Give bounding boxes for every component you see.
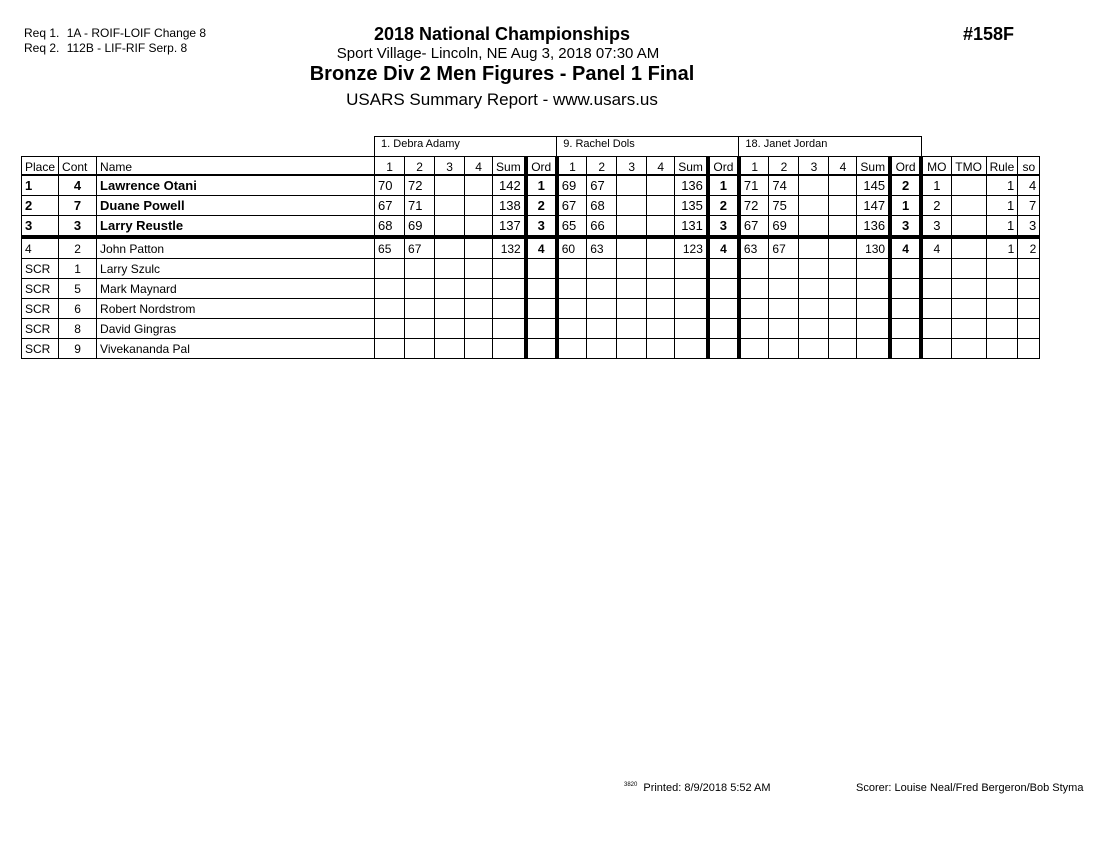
cell-ordinal <box>708 299 739 319</box>
col-header-sum: Sum <box>675 157 708 176</box>
cell-score-2 <box>769 299 799 319</box>
cell-ordinal: 2 <box>526 196 557 216</box>
cell-ordinal <box>526 299 557 319</box>
col-header-ord: Ord <box>526 157 557 176</box>
results-table <box>21 136 1040 359</box>
cell-sum <box>675 299 708 319</box>
col-header-ord: Ord <box>890 157 921 176</box>
cell-score-2: 66 <box>587 216 617 238</box>
cell-mo: 3 <box>921 216 951 238</box>
cell-sum: 142 <box>493 175 526 196</box>
cell-score-2 <box>769 339 799 359</box>
cell-ordinal <box>708 259 739 279</box>
scorer-info: Scorer: Louise Neal/Fred Bergeron/Bob Styma <box>856 782 1084 794</box>
cell-score-2 <box>405 279 435 299</box>
col-header-score-3: 3 <box>799 157 829 176</box>
table-row <box>22 319 1040 339</box>
competition-title: 2018 National Championships <box>373 24 631 44</box>
cell-ordinal <box>708 339 739 359</box>
cell-place: SCR <box>22 319 59 339</box>
cell-ordinal <box>890 279 921 299</box>
cell-rule <box>986 279 1018 299</box>
cell-score-1: 65 <box>557 216 587 238</box>
cell-rule <box>986 339 1018 359</box>
judge-1-name: 1. Debra Adamy <box>375 137 557 157</box>
cell-sum: 138 <box>493 196 526 216</box>
cell-score-2: 75 <box>769 196 799 216</box>
cell-score-3 <box>617 237 647 259</box>
cell-score-4 <box>465 339 493 359</box>
cell-score-2 <box>769 259 799 279</box>
cell-tmo <box>951 299 986 319</box>
cell-mo <box>921 319 951 339</box>
cell-score-3 <box>799 299 829 319</box>
cell-score-3 <box>435 279 465 299</box>
cell-cont: 6 <box>59 299 97 319</box>
col-header-mo: MO <box>921 157 951 176</box>
cell-score-2: 72 <box>405 175 435 196</box>
cell-tmo <box>951 175 986 196</box>
cell-tmo <box>951 259 986 279</box>
cell-name: Vivekananda Pal <box>97 339 375 359</box>
col-header-score-2: 2 <box>405 157 435 176</box>
cell-mo: 1 <box>921 175 951 196</box>
cell-so: 3 <box>1018 216 1040 238</box>
cell-tmo <box>951 196 986 216</box>
cell-score-4 <box>829 319 857 339</box>
cell-score-4 <box>829 299 857 319</box>
col-header-name: Name <box>97 157 375 176</box>
cell-score-1: 71 <box>739 175 769 196</box>
judge-header-row <box>22 137 1040 157</box>
cell-score-2: 67 <box>769 237 799 259</box>
cell-ordinal: 4 <box>526 237 557 259</box>
cell-score-3 <box>799 259 829 279</box>
cell-cont: 9 <box>59 339 97 359</box>
cell-score-1 <box>375 299 405 319</box>
cell-score-3 <box>617 279 647 299</box>
cell-ordinal <box>708 279 739 299</box>
table-row <box>22 299 1040 319</box>
judge-2-name: 9. Rachel Dols <box>557 137 739 157</box>
col-header-score-1: 1 <box>375 157 405 176</box>
event-number: #158F <box>963 24 1015 44</box>
cell-sum <box>675 339 708 359</box>
cell-score-4 <box>829 175 857 196</box>
cell-sum <box>493 259 526 279</box>
cell-sum: 136 <box>675 175 708 196</box>
col-header-so: so <box>1018 157 1040 176</box>
cell-score-2 <box>587 279 617 299</box>
cell-cont: 8 <box>59 319 97 339</box>
cell-score-3 <box>435 216 465 238</box>
col-header-score-1: 1 <box>739 157 769 176</box>
cell-ordinal <box>708 319 739 339</box>
cell-sum: 135 <box>675 196 708 216</box>
cell-score-4 <box>465 299 493 319</box>
cell-score-3 <box>617 319 647 339</box>
cell-score-2: 68 <box>587 196 617 216</box>
cell-score-3 <box>799 237 829 259</box>
cell-score-1: 60 <box>557 237 587 259</box>
cell-rule <box>986 299 1018 319</box>
cell-score-1 <box>375 279 405 299</box>
cell-score-4 <box>465 259 493 279</box>
col-header-sum: Sum <box>857 157 890 176</box>
cell-sum <box>493 319 526 339</box>
cell-score-4 <box>829 279 857 299</box>
cell-cont: 4 <box>59 175 97 196</box>
cell-score-2 <box>587 259 617 279</box>
cell-mo <box>921 339 951 359</box>
cell-score-1: 67 <box>739 216 769 238</box>
cell-name: David Gingras <box>97 319 375 339</box>
cell-score-2 <box>769 319 799 339</box>
cell-name: Lawrence Otani <box>97 175 375 196</box>
col-header-cont: Cont <box>59 157 97 176</box>
cell-place: SCR <box>22 279 59 299</box>
cell-ordinal <box>526 319 557 339</box>
cell-name: Larry Szulc <box>97 259 375 279</box>
cell-score-4 <box>647 237 675 259</box>
cell-score-4 <box>829 339 857 359</box>
cell-sum <box>493 299 526 319</box>
cell-score-2 <box>587 339 617 359</box>
cell-score-2 <box>405 339 435 359</box>
cell-score-1 <box>557 339 587 359</box>
cell-score-1 <box>375 259 405 279</box>
col-header-score-4: 4 <box>465 157 493 176</box>
cell-mo <box>921 279 951 299</box>
cell-score-3 <box>799 175 829 196</box>
report-code: 3820 <box>624 782 638 788</box>
col-header-ord: Ord <box>708 157 739 176</box>
cell-ordinal: 4 <box>708 237 739 259</box>
cell-place: 3 <box>22 216 59 238</box>
cell-name: Larry Reustle <box>97 216 375 238</box>
cell-score-3 <box>799 319 829 339</box>
requirement-label: Req 1. <box>24 26 60 40</box>
cell-so <box>1018 299 1040 319</box>
cell-score-3 <box>435 339 465 359</box>
col-header-score-3: 3 <box>617 157 647 176</box>
cell-ordinal: 3 <box>526 216 557 238</box>
cell-sum: 123 <box>675 237 708 259</box>
cell-ordinal: 1 <box>708 175 739 196</box>
cell-place: SCR <box>22 299 59 319</box>
cell-mo: 2 <box>921 196 951 216</box>
cell-score-3 <box>799 196 829 216</box>
cell-score-1: 72 <box>739 196 769 216</box>
cell-place: 2 <box>22 196 59 216</box>
cell-name: Robert Nordstrom <box>97 299 375 319</box>
cell-ordinal: 2 <box>890 175 921 196</box>
cell-sum: 137 <box>493 216 526 238</box>
cell-score-1 <box>375 319 405 339</box>
cell-rule <box>986 259 1018 279</box>
cell-score-3 <box>617 259 647 279</box>
cell-score-4 <box>647 175 675 196</box>
cell-tmo <box>951 279 986 299</box>
cell-score-2 <box>769 279 799 299</box>
column-header-row <box>22 157 1040 176</box>
cell-tmo <box>951 339 986 359</box>
requirement-value: 1A - ROIF-LOIF Change 8 <box>66 26 207 40</box>
cell-rule: 1 <box>986 237 1018 259</box>
cell-score-2 <box>405 319 435 339</box>
cell-tmo <box>951 237 986 259</box>
cell-sum <box>857 279 890 299</box>
cell-rule: 1 <box>986 216 1018 238</box>
cell-mo <box>921 299 951 319</box>
cell-score-3 <box>799 279 829 299</box>
cell-score-3 <box>435 196 465 216</box>
cell-ordinal <box>526 259 557 279</box>
cell-sum: 132 <box>493 237 526 259</box>
cell-score-1 <box>739 339 769 359</box>
cell-score-4 <box>647 196 675 216</box>
cell-place: SCR <box>22 339 59 359</box>
cell-ordinal <box>890 299 921 319</box>
event-title: Bronze Div 2 Men Figures - Panel 1 Final <box>309 63 695 85</box>
cell-score-3 <box>435 319 465 339</box>
cell-score-4 <box>647 279 675 299</box>
cell-mo: 4 <box>921 237 951 259</box>
col-header-score-3: 3 <box>435 157 465 176</box>
cell-ordinal <box>890 339 921 359</box>
cell-mo <box>921 259 951 279</box>
cell-score-1: 63 <box>739 237 769 259</box>
cell-place: 1 <box>22 175 59 196</box>
cell-score-4 <box>829 237 857 259</box>
cell-score-1: 69 <box>557 175 587 196</box>
cell-score-4 <box>465 319 493 339</box>
cell-score-1 <box>557 259 587 279</box>
cell-score-2 <box>405 299 435 319</box>
cell-score-3 <box>435 259 465 279</box>
cell-score-3 <box>617 175 647 196</box>
cell-name: John Patton <box>97 237 375 259</box>
cell-score-4 <box>647 339 675 359</box>
cell-score-4 <box>647 216 675 238</box>
cell-sum <box>857 299 890 319</box>
cell-cont: 3 <box>59 216 97 238</box>
col-header-tmo: TMO <box>951 157 986 176</box>
col-header-score-4: 4 <box>647 157 675 176</box>
col-header-rule: Rule <box>986 157 1018 176</box>
cell-score-4 <box>829 216 857 238</box>
cell-sum <box>675 319 708 339</box>
cell-cont: 2 <box>59 237 97 259</box>
cell-rule: 1 <box>986 196 1018 216</box>
cell-score-3 <box>617 339 647 359</box>
cell-so <box>1018 339 1040 359</box>
cell-score-1 <box>739 319 769 339</box>
cell-ordinal: 1 <box>890 196 921 216</box>
cell-score-1: 67 <box>557 196 587 216</box>
printed-info <box>624 782 771 794</box>
cell-score-1: 68 <box>375 216 405 238</box>
cell-so <box>1018 279 1040 299</box>
cell-score-4 <box>465 279 493 299</box>
cell-score-3 <box>617 299 647 319</box>
cell-ordinal <box>890 319 921 339</box>
table-row <box>22 259 1040 279</box>
table-row <box>22 279 1040 299</box>
cell-sum: 147 <box>857 196 890 216</box>
cell-sum <box>493 279 526 299</box>
cell-score-3 <box>435 237 465 259</box>
judge-3-name: 18. Janet Jordan <box>739 137 921 157</box>
col-header-score-2: 2 <box>769 157 799 176</box>
cell-score-3 <box>799 339 829 359</box>
cell-score-2: 67 <box>587 175 617 196</box>
cell-score-2: 69 <box>769 216 799 238</box>
cell-score-3 <box>435 299 465 319</box>
cell-score-2: 63 <box>587 237 617 259</box>
col-header-score-2: 2 <box>587 157 617 176</box>
cell-ordinal: 4 <box>890 237 921 259</box>
cell-place: 4 <box>22 237 59 259</box>
printed-timestamp: Printed: 8/9/2018 5:52 AM <box>643 782 771 794</box>
cell-sum <box>857 259 890 279</box>
cell-sum: 130 <box>857 237 890 259</box>
cell-score-1: 67 <box>375 196 405 216</box>
cell-score-4 <box>829 196 857 216</box>
cell-score-4 <box>647 299 675 319</box>
report-title: USARS Summary Report - www.usars.us <box>346 90 658 109</box>
cell-score-2: 67 <box>405 237 435 259</box>
col-header-sum: Sum <box>493 157 526 176</box>
venue-datetime: Sport Village- Lincoln, NE Aug 3, 2018 07:30 AM <box>336 45 660 62</box>
cell-score-2 <box>587 319 617 339</box>
cell-sum: 136 <box>857 216 890 238</box>
cell-sum <box>493 339 526 359</box>
col-header-score-4: 4 <box>829 157 857 176</box>
cell-score-2: 69 <box>405 216 435 238</box>
cell-score-2: 71 <box>405 196 435 216</box>
cell-ordinal: 3 <box>708 216 739 238</box>
cell-score-1 <box>739 299 769 319</box>
cell-score-1 <box>375 339 405 359</box>
cell-ordinal <box>890 259 921 279</box>
cell-score-1 <box>557 299 587 319</box>
cell-place: SCR <box>22 259 59 279</box>
table-row <box>22 237 1040 259</box>
table-row <box>22 175 1040 196</box>
cell-score-3 <box>617 216 647 238</box>
cell-score-1 <box>557 319 587 339</box>
cell-score-3 <box>435 175 465 196</box>
cell-score-3 <box>799 216 829 238</box>
cell-cont: 7 <box>59 196 97 216</box>
cell-score-1 <box>557 279 587 299</box>
cell-score-4 <box>829 259 857 279</box>
cell-cont: 5 <box>59 279 97 299</box>
requirement-label: Req 2. <box>24 41 60 55</box>
cell-ordinal <box>526 279 557 299</box>
cell-sum: 145 <box>857 175 890 196</box>
cell-name: Mark Maynard <box>97 279 375 299</box>
cell-rule: 1 <box>986 175 1018 196</box>
cell-tmo <box>951 319 986 339</box>
cell-score-1: 70 <box>375 175 405 196</box>
cell-sum <box>857 339 890 359</box>
cell-score-4 <box>465 216 493 238</box>
requirement-value: 112B - LIF-RIF Serp. 8 <box>66 41 188 55</box>
col-header-place: Place <box>22 157 59 176</box>
cell-score-1 <box>739 259 769 279</box>
cell-score-4 <box>647 259 675 279</box>
cell-score-4 <box>465 237 493 259</box>
cell-name: Duane Powell <box>97 196 375 216</box>
cell-sum <box>857 319 890 339</box>
cell-score-4 <box>465 196 493 216</box>
cell-sum <box>675 259 708 279</box>
table-row <box>22 339 1040 359</box>
cell-ordinal <box>526 339 557 359</box>
cell-score-2 <box>405 259 435 279</box>
cell-sum: 131 <box>675 216 708 238</box>
cell-score-1 <box>739 279 769 299</box>
cell-cont: 1 <box>59 259 97 279</box>
cell-so <box>1018 259 1040 279</box>
cell-ordinal: 3 <box>890 216 921 238</box>
cell-ordinal: 2 <box>708 196 739 216</box>
cell-score-2 <box>587 299 617 319</box>
table-row <box>22 216 1040 238</box>
cell-sum <box>675 279 708 299</box>
col-header-score-1: 1 <box>557 157 587 176</box>
cell-score-1: 65 <box>375 237 405 259</box>
cell-tmo <box>951 216 986 238</box>
cell-rule <box>986 319 1018 339</box>
cell-score-4 <box>647 319 675 339</box>
cell-so: 7 <box>1018 196 1040 216</box>
cell-so <box>1018 319 1040 339</box>
cell-ordinal: 1 <box>526 175 557 196</box>
table-row <box>22 196 1040 216</box>
cell-score-3 <box>617 196 647 216</box>
cell-so: 4 <box>1018 175 1040 196</box>
cell-score-2: 74 <box>769 175 799 196</box>
cell-score-4 <box>465 175 493 196</box>
cell-so: 2 <box>1018 237 1040 259</box>
